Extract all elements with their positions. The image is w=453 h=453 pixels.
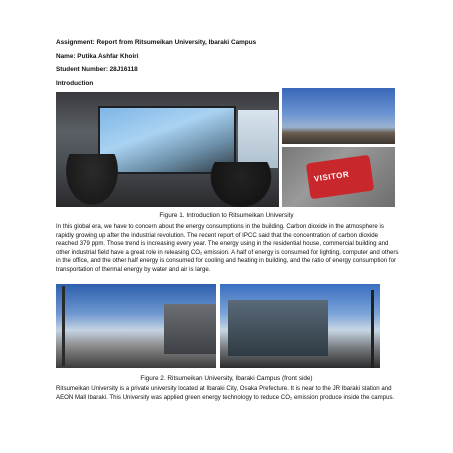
campus-building <box>228 300 328 356</box>
audience-person <box>62 154 122 207</box>
photo-campus-sky <box>282 88 395 144</box>
visitor-card <box>306 155 374 200</box>
assignment-title: Assignment: Report from Ritsumeikan University, Ibaraki Campus <box>56 39 257 46</box>
window <box>238 110 278 168</box>
light-pole <box>62 286 65 366</box>
student-number: Student Number: 28J16118 <box>56 66 138 73</box>
section-heading-introduction: Introduction <box>56 80 94 87</box>
light-pole <box>371 290 374 368</box>
audience-person <box>206 162 276 207</box>
photo-campus-front-left <box>56 284 216 368</box>
photo-presentation-room <box>56 92 279 207</box>
photo-campus-front-right <box>220 284 380 368</box>
paragraph-university: Ritsumeikan University is a private university located at Ibaraki City, Osaka Prefecture. It is near to the JR Ibaraki station and AEON Mall Ibaraki. This University was applied green energy technology to reduce CO₂ emission produce inside the campus. <box>56 385 395 401</box>
visitor-card-text: VISITOR <box>313 169 350 184</box>
figure-1-caption: Figure 1. Introduction to Ritsumeikan University <box>159 212 294 219</box>
photo-visitor-card <box>282 147 395 207</box>
paragraph-introduction: In this global era, we have to concern about the energy consumptions in the building. Carbon dioxide in the atmosphere is rapidly growing up after the industrial revolution. The recent report of IPCC said that the concentration of carbon dioxide reached 379 ppm. Those trend is increasing every year. The energy using in the residential house, commercial building and other industrial field have a great role in releasing CO₂ emission. A half of energy is consumed for lighting, computer and others in the office, and the other half energy is consumed for cooling and heating in building, and the ratio of energy consumption for transportation of thermal energy by water and air is large. <box>56 223 399 273</box>
figure-2-caption: Figure 2. Ritsumeikan University, Ibaraki Campus (front side) <box>140 375 313 382</box>
campus-building <box>164 304 216 354</box>
student-name: Name: Putika Ashfar Khoiri <box>56 53 139 60</box>
